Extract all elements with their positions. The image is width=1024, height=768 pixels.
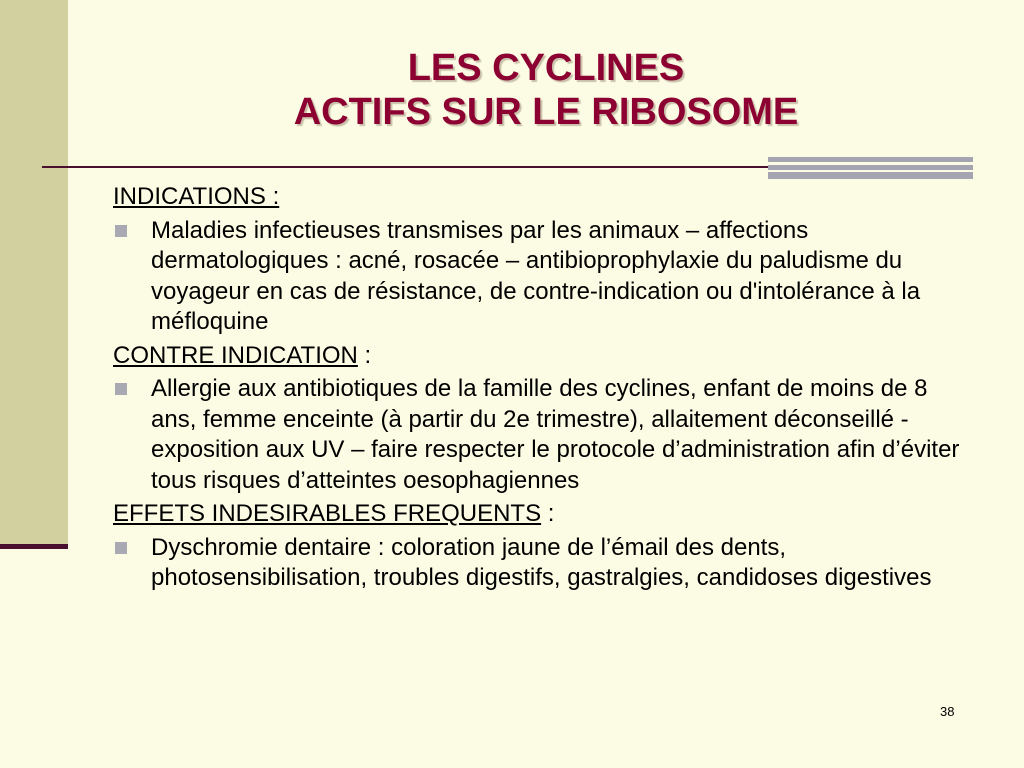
section-heading-text: INDICATIONS : <box>113 183 280 210</box>
page-number: 38 <box>940 704 955 719</box>
bullet-item-effets-indesirables <box>113 533 963 594</box>
section-heading-contre-indication <box>113 341 963 372</box>
section-heading-effets-indesirables <box>113 499 963 530</box>
title-line-2: ACTIFS SUR LE RIBOSOME <box>293 91 799 133</box>
section-heading-suffix: : <box>541 500 555 527</box>
slide-body <box>113 182 963 597</box>
header-bar-3 <box>768 172 973 179</box>
section-heading-indications <box>113 182 963 213</box>
bullet-item-contre-indication <box>113 374 963 496</box>
left-decorative-band <box>0 0 68 544</box>
bullet-text: Allergie aux antibiotiques de la famille des cyclines, enfant de moins de 8 ans, femme enceinte (à partir du 2e trimestre), allaitement déconseillé - exposition aux UV – faire respecter le protocole d’administration afin d’éviter tous risques d’atteintes oesophagiennes <box>151 375 960 494</box>
header-decorative-bars <box>768 157 973 179</box>
slide-title <box>68 46 1024 134</box>
left-band-rule <box>0 544 68 549</box>
square-bullet-icon <box>115 542 127 554</box>
bullet-item-indications <box>113 216 963 338</box>
section-heading-text: EFFETS INDESIRABLES FREQUENTS <box>113 500 542 527</box>
square-bullet-icon <box>115 383 127 395</box>
section-heading-text: CONTRE INDICATION <box>113 341 358 369</box>
bullet-text: Dyschromie dentaire : coloration jaune de l’émail des dents, photosensibilisation, troubles digestifs, gastralgies, candidoses digestives <box>151 533 932 591</box>
header-divider <box>42 166 768 168</box>
title-line-1: LES CYCLINES <box>407 47 685 89</box>
header-bar-2 <box>768 165 973 170</box>
section-heading-suffix: : <box>357 341 372 369</box>
square-bullet-icon <box>115 225 127 237</box>
bullet-text: Maladies infectieuses transmises par les animaux – affections dermatologiques : acné, rosacée – antibioprophylaxie du paludisme du voyageur en cas de résistance, de contre-indication ou d'intolérance à la méfloquine <box>151 216 921 335</box>
header-bar-1 <box>768 157 973 162</box>
